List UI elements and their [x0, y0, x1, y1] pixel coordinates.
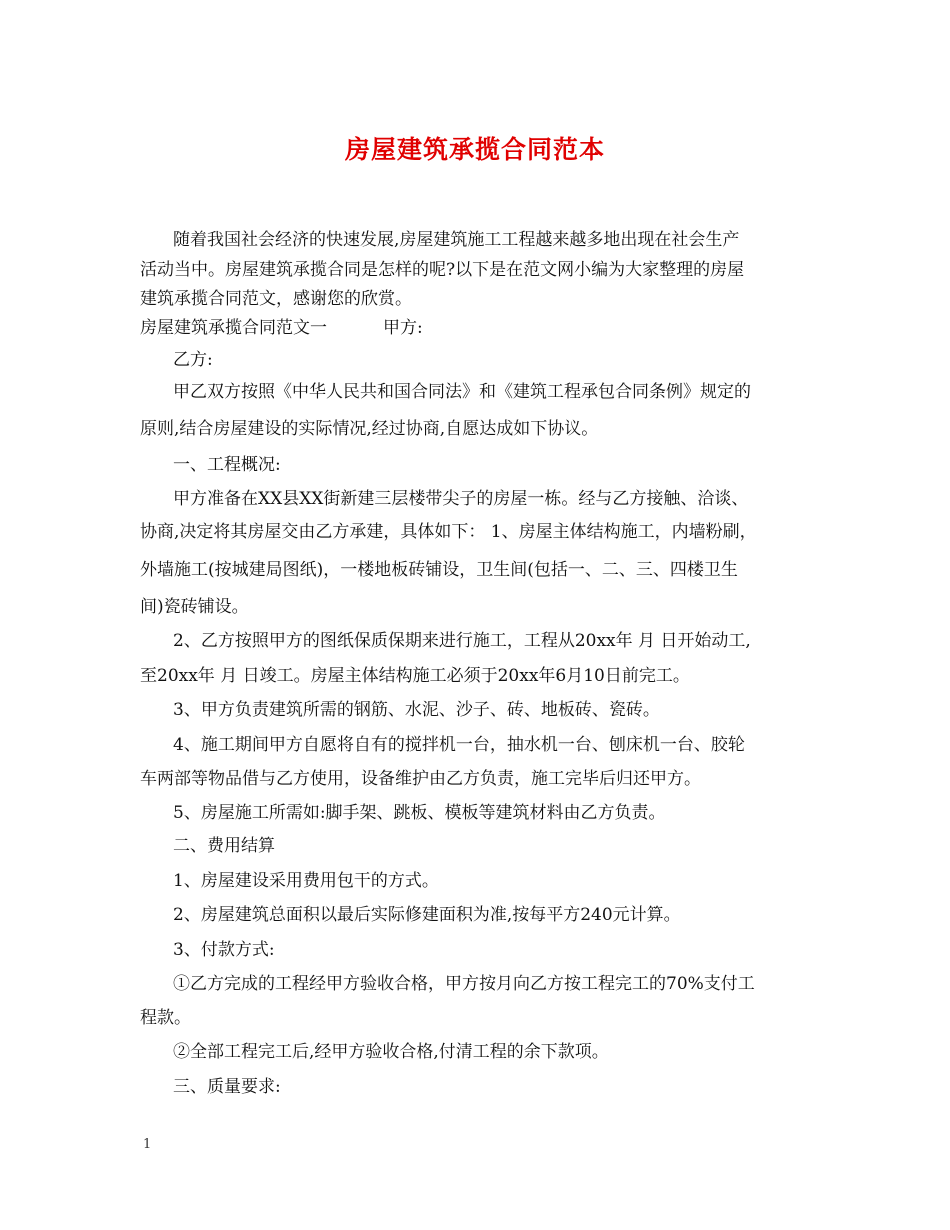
section-heading: 二、费用结算 — [173, 836, 275, 856]
contract-heading-line — [140, 318, 423, 338]
paragraph-line: 建筑承揽合同范文，感谢您的欣赏。 — [140, 289, 412, 309]
paragraph-line: 协商,决定将其房屋交由乙方承建，具体如下： 1、房屋主体结构施工，内墙粉刷， — [140, 522, 757, 542]
section-heading: 一、工程概况: — [173, 455, 281, 475]
paragraph-line: 外墙施工(按城建局图纸)，一楼地板砖铺设，卫生间(包括一、二、三、四楼卫生 — [140, 560, 738, 580]
paragraph-line: ②全部工程完工后,经甲方验收合格,付清工程的余下款项。 — [173, 1042, 609, 1062]
paragraph-line: 4、施工期间甲方自愿将自有的搅拌机一台，抽水机一台、刨床机一台、胶轮 — [173, 735, 745, 755]
document-title: 房屋建筑承揽合同范本 — [344, 135, 605, 164]
contract-heading: 房屋建筑承揽合同范文一 — [140, 318, 327, 338]
paragraph-line: 甲乙双方按照《中华人民共和国合同法》和《建筑工程承包合同条例》规定的 — [173, 382, 751, 402]
paragraph-line: ①乙方完成的工程经甲方验收合格，甲方按月向乙方按工程完工的70%支付工 — [173, 974, 755, 994]
paragraph-line: 3、甲方负责建筑所需的钢筋、水泥、沙子、砖、地板砖、瓷砖。 — [173, 700, 660, 720]
party-b-label: 乙方: — [173, 350, 213, 370]
paragraph-line: 2、乙方按照甲方的图纸保质保期来进行施工，工程从20xx年 月 日开始动工, — [173, 631, 751, 651]
paragraph-line: 1、房屋建设采用费用包干的方式。 — [173, 871, 439, 891]
paragraph-line: 原则,结合房屋建设的实际情况,经过协商,自愿达成如下协议。 — [140, 419, 599, 439]
paragraph-line: 程款。 — [140, 1008, 191, 1028]
paragraph-line: 2、房屋建筑总面积以最后实际修建面积为准,按每平方240元计算。 — [173, 905, 681, 925]
paragraph-line: 随着我国社会经济的快速发展,房屋建筑施工工程越来越多地出现在社会生产 — [173, 230, 740, 250]
paragraph-line: 活动当中。房屋建筑承揽合同是怎样的呢?以下是在范文网小编为大家整理的房屋 — [140, 260, 745, 280]
paragraph-line: 甲方准备在XX县XX街新建三层楼带尖子的房屋一栋。经与乙方接触、洽谈、 — [173, 489, 749, 509]
page-number: 1 — [143, 1137, 152, 1152]
paragraph-line: 3、付款方式: — [173, 940, 275, 960]
paragraph-line: 至20xx年 月 日竣工。房屋主体结构施工必须于20xx年6月10日前完工。 — [140, 666, 690, 686]
paragraph-line: 间)瓷砖铺设。 — [140, 597, 249, 617]
paragraph-line: 5、房屋施工所需如:脚手架、跳板、模板等建筑材料由乙方负责。 — [173, 803, 666, 823]
party-a-label: 甲方: — [383, 318, 423, 338]
paragraph-line: 车两部等物品借与乙方使用，设备维护由乙方负责，施工完毕后归还甲方。 — [140, 769, 701, 789]
section-heading: 三、质量要求: — [173, 1077, 281, 1097]
